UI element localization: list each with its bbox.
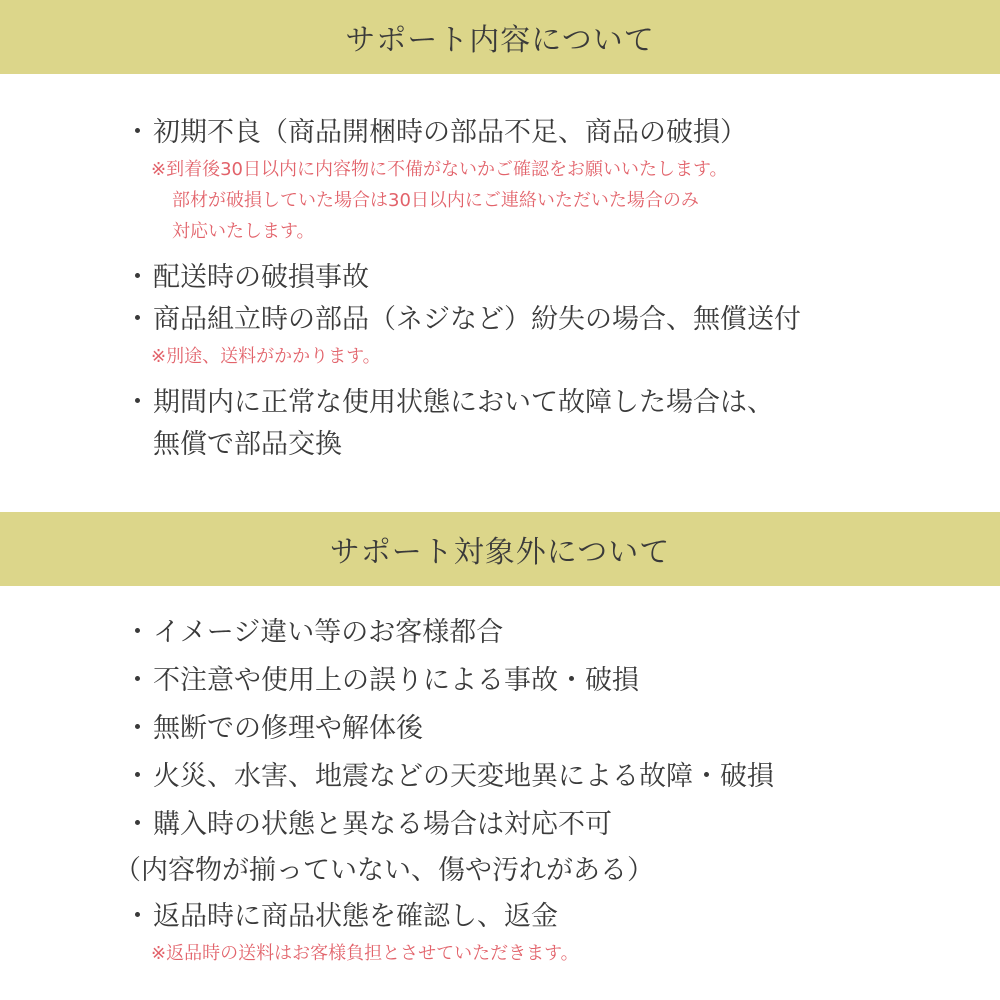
support-list bbox=[124, 112, 984, 466]
list-item: ・不注意や使用上の誤りによる事故・破損 bbox=[124, 665, 639, 696]
list-item: ・イメージ違い等のお客様都合 bbox=[124, 617, 504, 648]
list-item: ・配送時の破損事故 bbox=[124, 262, 369, 293]
list-item: ・無断での修理や解体後 bbox=[124, 713, 423, 744]
item-note: 部材が破損していた場合は30日以内にご連絡いただいた場合のみ bbox=[172, 190, 699, 211]
section-header-support bbox=[0, 0, 1000, 74]
list-item: ・初期不良（商品開梱時の部品不足、商品の破損） bbox=[124, 117, 747, 148]
not-covered-list bbox=[114, 612, 984, 969]
section-title-support: サポート内容について bbox=[345, 23, 655, 58]
list-item-paren: （内容物が揃っていない、傷や汚れがある） bbox=[114, 855, 654, 886]
item-note: ※別途、送料がかかります。 bbox=[151, 346, 381, 367]
section-title-not-covered: サポート対象外について bbox=[329, 535, 671, 570]
list-item-continuation: 無償で部品交換 bbox=[153, 429, 342, 460]
item-note: 対応いたします。 bbox=[172, 221, 315, 242]
list-item: ・火災、水害、地震などの天変地異による故障・破損 bbox=[124, 761, 774, 792]
list-item: ・購入時の状態と異なる場合は対応不可 bbox=[124, 809, 612, 840]
list-item: ・返品時に商品状態を確認し、返金 bbox=[124, 901, 558, 932]
section-header-not-covered bbox=[0, 512, 1000, 586]
list-item: ・商品組立時の部品（ネジなど）紛失の場合、無償送付 bbox=[124, 304, 801, 335]
item-note: ※返品時の送料はお客様負担とさせていただきます。 bbox=[151, 943, 579, 964]
list-item: ・期間内に正常な使用状態において故障した場合は、 bbox=[124, 387, 774, 418]
item-note: ※到着後30日以内に内容物に不備がないかご確認をお願いいたします。 bbox=[151, 159, 728, 180]
